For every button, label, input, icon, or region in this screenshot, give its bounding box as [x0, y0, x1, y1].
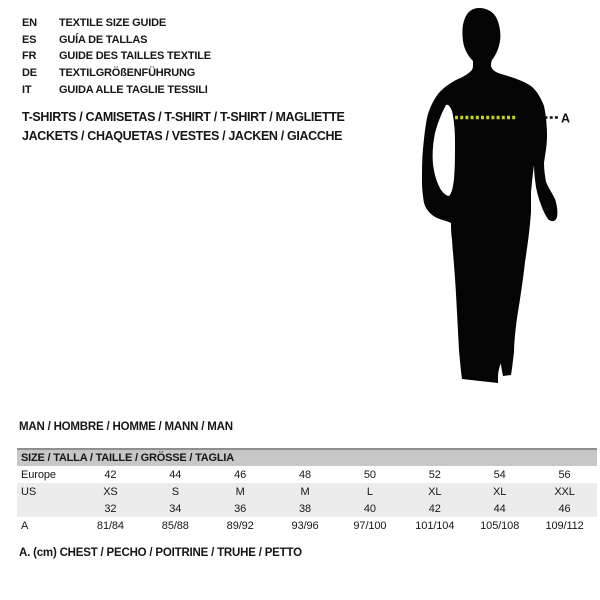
language-code: IT — [22, 83, 32, 96]
size-cell: 97/100 — [353, 519, 387, 532]
language-code: DE — [22, 67, 37, 80]
size-cell: 44 — [493, 502, 506, 515]
category-line-jackets: JACKETS / CHAQUETAS / VESTES / JACKEN / GIACCHE — [22, 128, 343, 143]
language-code: ES — [22, 33, 37, 46]
size-cell: 48 — [299, 468, 312, 481]
size-cell: 52 — [428, 468, 441, 481]
language-label: GUÍA DE TALLAS — [59, 33, 148, 46]
size-cell: 109/112 — [545, 519, 584, 532]
language-row — [22, 32, 211, 49]
measurement-footnote: A. (cm) CHEST / PECHO / POITRINE / TRUHE / PETTO — [19, 547, 302, 559]
size-cell: 56 — [558, 468, 571, 481]
table-row-numeric — [17, 500, 597, 517]
language-row — [22, 15, 211, 32]
size-cell: 36 — [234, 502, 247, 515]
size-cell: S — [171, 485, 179, 498]
man-silhouette-shape — [422, 8, 557, 383]
language-list — [22, 15, 211, 99]
size-cell: 85/88 — [161, 519, 189, 532]
size-cell: XL — [493, 485, 507, 498]
size-table — [17, 448, 597, 534]
table-header-row — [17, 449, 597, 466]
size-cell: 54 — [493, 468, 506, 481]
row-label — [17, 500, 78, 517]
measure-label-a: A — [561, 111, 571, 126]
category-line-tshirts: T-SHIRTS / CAMISETAS / T-SHIRT / T-SHIRT / MAGLIETTE — [22, 110, 345, 124]
size-cell: M — [300, 485, 310, 498]
category-lines — [22, 108, 345, 145]
language-label: TEXTILE SIZE GUIDE — [59, 17, 167, 29]
size-cell: M — [235, 485, 245, 498]
size-cell: 50 — [363, 468, 376, 481]
man-silhouette-svg — [395, 0, 600, 400]
size-cell: 42 — [104, 468, 117, 481]
language-code: EN — [22, 17, 37, 29]
size-cell: 42 — [428, 502, 441, 515]
row-label: Europe — [21, 468, 56, 481]
size-cell: 81/84 — [96, 519, 124, 532]
size-cell: 105/108 — [480, 519, 520, 532]
gender-heading: MAN / HOMBRE / HOMME / MANN / MAN — [19, 421, 233, 433]
size-cell: 46 — [558, 502, 571, 515]
language-label: TEXTILGRÖßENFÜHRUNG — [59, 67, 196, 80]
size-cell: 34 — [169, 502, 182, 515]
table-row-chest-cm — [17, 517, 597, 534]
size-cell: 38 — [299, 502, 312, 515]
size-cell: XXL — [554, 485, 575, 498]
table-row-europe — [17, 466, 597, 483]
row-label: A — [21, 519, 29, 532]
size-cell: 32 — [104, 502, 117, 515]
size-cell: 89/92 — [226, 519, 254, 532]
size-cell: 93/96 — [291, 519, 319, 532]
size-cell: XL — [428, 485, 442, 498]
size-cell: 101/104 — [415, 519, 455, 532]
language-code: FR — [22, 50, 37, 63]
row-label: US — [21, 485, 37, 498]
table-header-title: SIZE / TALLA / TAILLE / GRÖSSE / TAGLIA — [17, 449, 597, 466]
language-row — [22, 82, 211, 99]
table-row-us — [17, 483, 597, 500]
language-label: GUIDE DES TAILLES TEXTILE — [59, 50, 211, 63]
size-cell: 46 — [234, 468, 247, 481]
size-cell: L — [366, 485, 373, 498]
size-cell: XS — [103, 485, 118, 498]
size-cell: 40 — [363, 502, 376, 515]
size-cell: 44 — [169, 468, 182, 481]
language-row — [22, 48, 211, 65]
language-label: GUIDA ALLE TAGLIE TESSILI — [59, 83, 208, 96]
language-row — [22, 65, 211, 82]
man-silhouette-figure — [395, 0, 600, 400]
